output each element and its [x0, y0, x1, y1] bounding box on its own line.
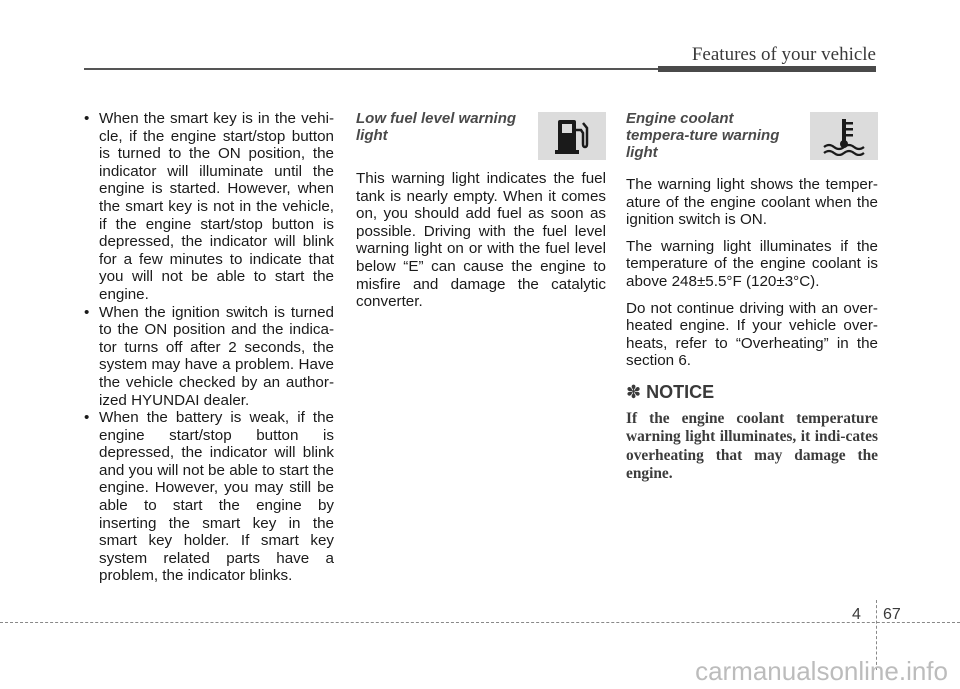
header-rule-accent	[658, 66, 876, 72]
fuel-pump-icon	[538, 112, 606, 160]
bullet-item: • When the battery is weak, if the engine start/stop button is depressed, the indicator will blink and you will not be able to start the engine. However, you may still be able to start the engine by inserting the smart key in the smart key holder. If smart key system related parts have a problem, the indicator blinks.	[84, 409, 334, 585]
section-paragraph: Do not continue driving with an over-heated engine. If your vehicle over-heats, refer to “Overheating” in the section 6.	[626, 299, 878, 370]
footer-rule	[0, 622, 960, 623]
column-smart-key	[84, 110, 334, 585]
section-header	[626, 110, 878, 162]
coolant-temperature-icon	[810, 112, 878, 160]
page-number: 67	[883, 606, 901, 623]
notice-title: ✽ NOTICE	[626, 381, 715, 402]
section-title: Low fuel level warning light	[356, 110, 517, 144]
column-coolant	[626, 110, 878, 484]
section-paragraph: The warning light illuminates if the temperature of the engine coolant is above 248±5.5°F (120±3°C).	[626, 237, 878, 290]
section-title: Engine coolant tempera-ture warning light	[626, 110, 780, 161]
section-header	[356, 110, 606, 162]
section-paragraph: The warning light shows the temper-ature of the engine coolant when the ignition switch is ON.	[626, 176, 878, 229]
column-low-fuel	[356, 110, 606, 320]
chapter-number: 4	[852, 606, 861, 623]
bullet-list	[84, 110, 334, 585]
watermark: carmanualsonline.info	[695, 656, 948, 686]
bullet-item: • When the ignition switch is turned to the ON position and the indica-tor turns off after 2 seconds, the system may have a problem. Have the vehicle checked by an author-ized HYUNDAI dealer.	[84, 304, 334, 410]
header-title: Features of your vehicle	[691, 44, 876, 65]
section-body: This warning light indicates the fuel tank is nearly empty. When it comes on, you should add fuel as soon as possible. Driving with the fuel level warning light on or with the fuel level below “E” can cause the engine to misfire and damage the catalytic converter.	[356, 170, 606, 311]
notice-body: If the engine coolant temperature warning light illuminates, it indi-cates overheating that may damage the engine.	[626, 409, 878, 483]
bullet-item: • When the smart key is in the vehi-cle, if the engine start/stop button is turned to the ON position, the indicator will illuminate until the engine is started. However, when the smart key is not in the vehicle, if the engine start/stop button is depressed, the indicator will blink for a few minutes to indicate that you will not be able to start the engine.	[84, 110, 334, 304]
